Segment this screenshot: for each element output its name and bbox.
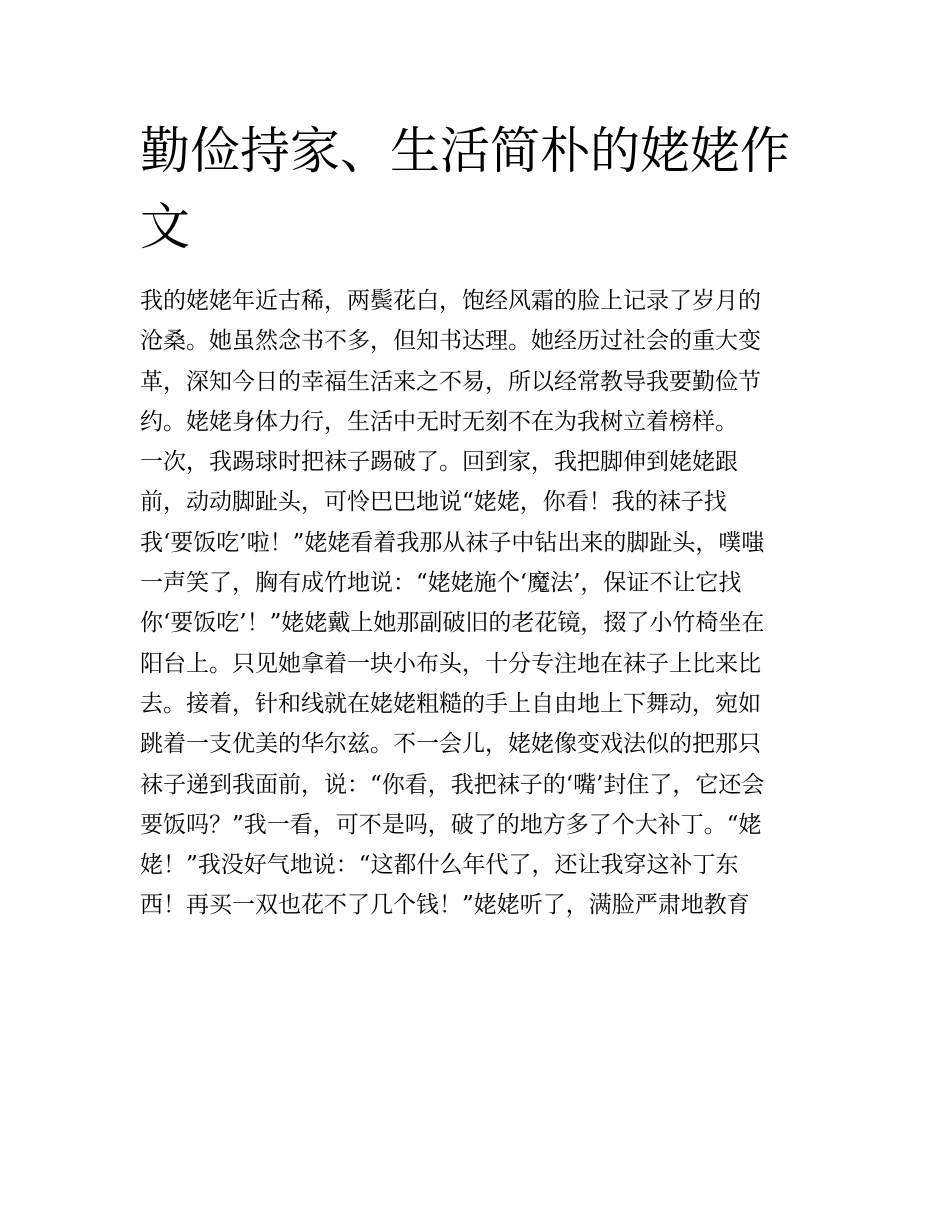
body-line: 袜子递到我面前，说：“你看，我把袜子的‘嘴’封住了，它还会 xyxy=(140,771,765,798)
body-line: 一次，我踢球时把袜子踢破了。回到家，我把脚伸到姥姥跟 xyxy=(140,449,738,476)
body-line: 我的姥姥年近古稀，两鬓花白，饱经风霜的脸上记录了岁月的 xyxy=(140,288,761,314)
body-line: 你‘要饭吃’！”姥姥戴上她那副破旧的老花镜，掇了小竹椅坐在 xyxy=(140,610,765,637)
body-line: 约。姥姥身体力行，生活中无时无刻不在为我树立着榜样。 xyxy=(140,408,738,435)
body-line: 我‘要饭吃’啦！”姥姥看着我那从袜子中钻出来的脚趾头，噗嗤 xyxy=(140,529,765,556)
title-line: 勤俭持家、生活简朴的姥姥作 xyxy=(140,122,790,180)
body-line: 要饭吗？”我一看，可不是吗，破了的地方多了个大补丁。“姥 xyxy=(140,811,762,838)
body-line: 去。接着，针和线就在姥姥粗糙的手上自由地上下舞动，宛如 xyxy=(140,690,761,717)
body-line: 沧桑。她虽然念书不多，但知书达理。她经历过社会的重大变 xyxy=(140,328,761,355)
body-line: 革，深知今日的幸福生活来之不易，所以经常教导我要勤俭节 xyxy=(140,368,761,395)
document-title xyxy=(140,113,830,265)
body-line: 前，动动脚趾头，可怜巴巴地说“姥姥，你看！我的袜子找 xyxy=(140,489,727,516)
body-line: 姥！”我没好气地说：“这都什么年代了，还让我穿这补丁东 xyxy=(140,852,739,879)
body-line: 跳着一支优美的华尔兹。不一会儿，姥姥像变戏法似的把那只 xyxy=(140,731,761,758)
body-line: 西！再买一双也花不了几个钱！”姥姥听了，满脸严肃地教育 xyxy=(140,892,750,919)
document-body xyxy=(140,281,830,926)
body-line: 一声笑了，胸有成竹地说：“姥姥施个‘魔法’，保证不让它找 xyxy=(140,570,742,597)
title-line: 文 xyxy=(140,198,190,256)
body-line: 阳台上。只见她拿着一块小布头，十分专注地在袜子上比来比 xyxy=(140,650,761,677)
